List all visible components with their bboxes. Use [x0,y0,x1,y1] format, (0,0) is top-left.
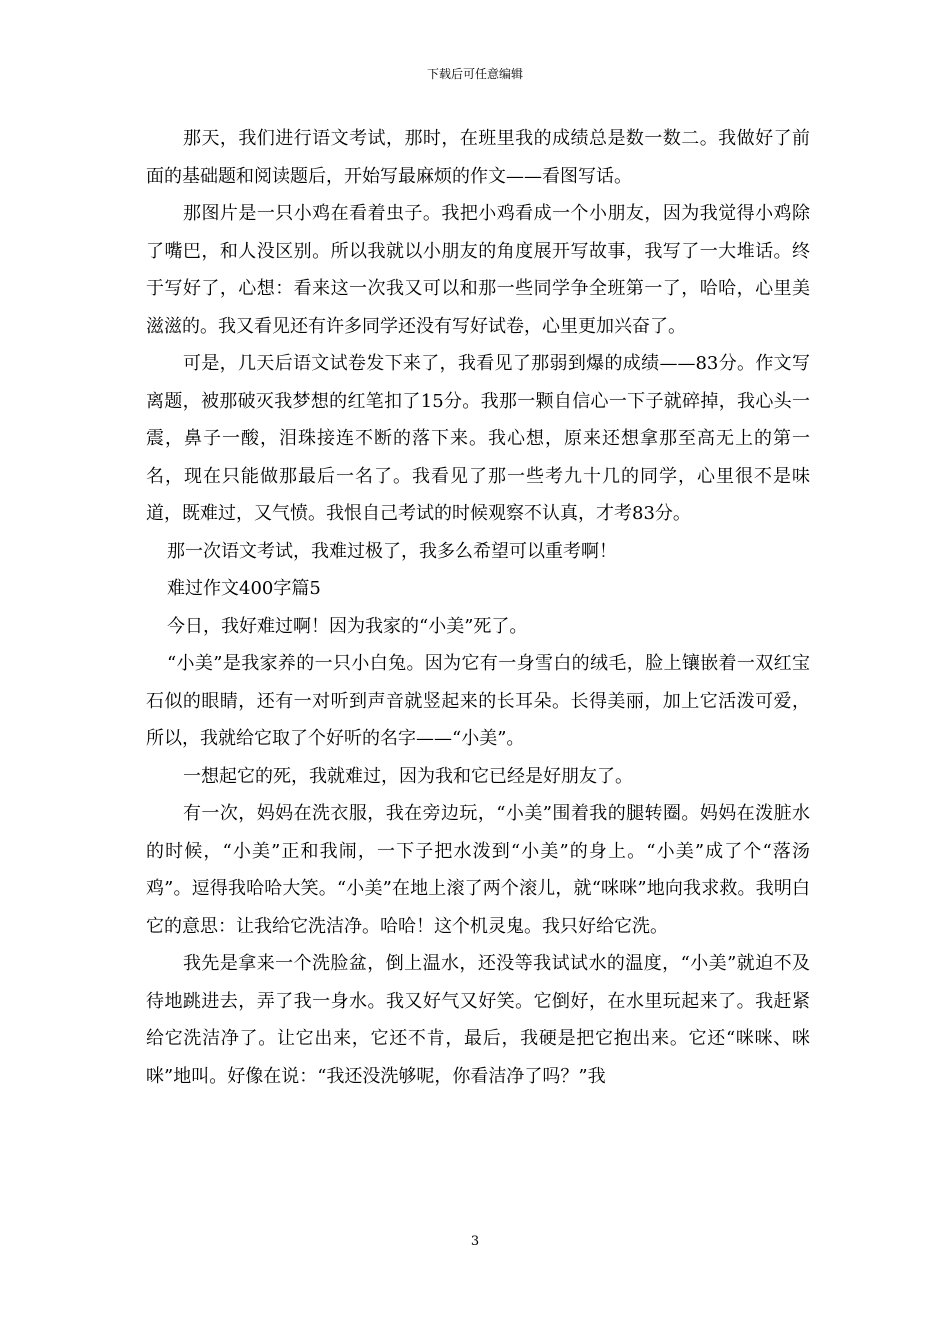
page-number: 3 [470,1234,480,1249]
paragraph: 可是，几天后语文试卷发下来了，我看见了那弱到爆的成绩——83分。作文写离题，被那破灭我梦想的红笔扣了15分。我那一颗自信心一下子就碎掉，我心头一震，鼻子一酸，泪珠接连不断的落下来。我心想，原来还想拿那至高无上的第一名，现在只能做那最后一名了。我看见了那一些考九十几的同学，心里很不是味道，既难过，又气愤。我恨自己考试的时候观察不认真，才考83分。 [146,353,810,524]
document-body [146,120,810,1095]
paragraph: 今日，我好难过啊！因为我家的“小美”死了。 [167,615,528,637]
paragraph: 有一次，妈妈在洗衣服，我在旁边玩，“小美”围着我的腿转圈。妈妈在泼脏水的时候，“小美”正和我闹，一下子把水泼到“小美”的身上。“小美”成了个“落汤鸡”。逗得我哈哈大笑。“小美”在地上滚了两个滚儿，就“咪咪”地向我求救。我明白它的意思：让我给它洗洁净。哈哈！这个机灵鬼。我只好给它洗。 [146,803,810,937]
paragraph: 我先是拿来一个洗脸盆，倒上温水，还没等我试试水的温度，“小美”就迫不及待地跳进去，弄了我一身水。我又好气又好笑。它倒好，在水里玩起来了。我赶紧给它洗洁净了。让它出来，它还不肯，最后，我硬是把它抱出来。它还“咪咪、咪咪”地叫。好像在说：“我还没洗够呢，你看洁净了吗？”我 [146,953,810,1087]
paragraph: 那一次语文考试，我难过极了，我多么希望可以重考啊！ [167,540,617,562]
paragraph: “小美”是我家养的一只小白兔。因为它有一身雪白的绒毛，脸上镶嵌着一双红宝石似的眼睛，还有一对听到声音就竖起来的长耳朵。长得美丽，加上它活泼可爱，所以，我就给它取了个好听的名字——“小美”。 [146,653,810,749]
section-heading: 难过作文400字篇5 [167,578,321,599]
paragraph: 那天，我们进行语文考试，那时，在班里我的成绩总是数一数二。我做好了前面的基础题和阅读题后，开始写最麻烦的作文——看图写话。 [146,128,810,187]
paragraph: 一想起它的死，我就难过，因为我和它已经是好朋友了。 [183,765,633,787]
page-header: 下载后可任意编辑 [426,67,523,81]
paragraph: 那图片是一只小鸡在看着虫子。我把小鸡看成一个小朋友，因为我觉得小鸡除了嘴巴，和人没区别。所以我就以小朋友的角度展开写故事，我写了一大堆话。终于写好了，心想：看来这一次我又可以和那一些同学争全班第一了，哈哈，心里美滋滋的。我又看见还有许多同学还没有写好试卷，心里更加兴奋了。 [146,203,810,337]
